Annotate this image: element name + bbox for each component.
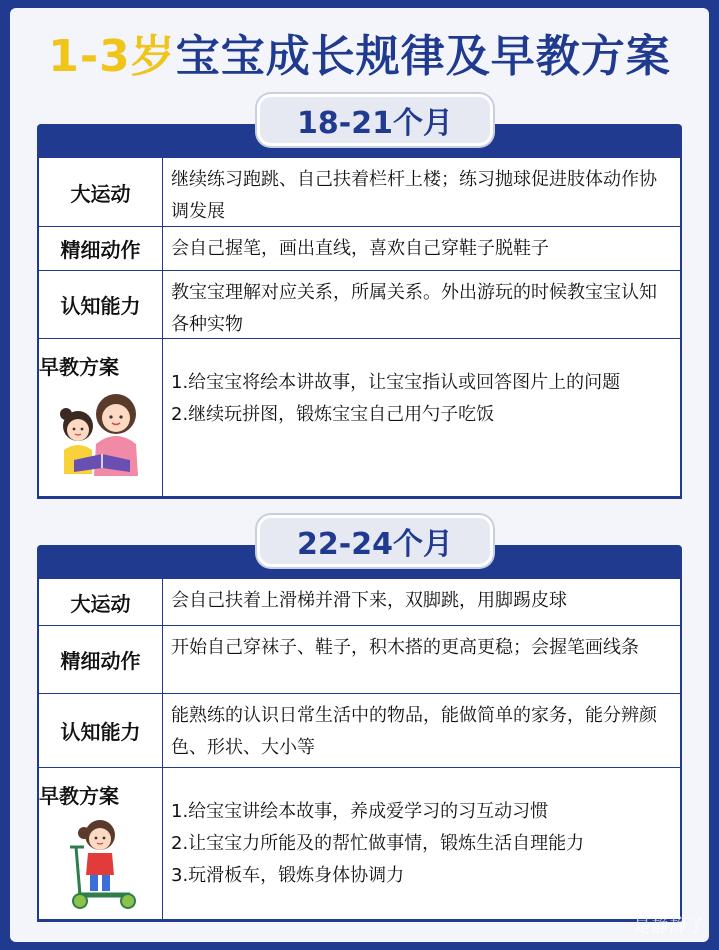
- row-text: 开始自己穿袜子、鞋子，积木搭的更高更稳；会握笔画线条: [171, 637, 639, 658]
- plan-item: 1.给宝宝讲绘本故事，养成爱学习的习互动习惯: [171, 801, 549, 822]
- section-header: [37, 106, 682, 158]
- row-text: 能熟练的认识日常生活中的物品，能做简单的家务，能分辨颜色、形状、大小等: [171, 705, 657, 758]
- plan-item: 2.让宝宝力所能及的帮忙做事情，锻炼生活自理能力: [171, 833, 585, 854]
- plan-item: 1.给宝宝将绘本讲故事，让宝宝指认或回答图片上的问题: [171, 372, 621, 393]
- plan-label: 早教方案: [39, 355, 119, 379]
- watermark: 是静静了: [633, 916, 705, 937]
- row-text: 会自己扶着上滑梯并滑下来，双脚跳，用脚踢皮球: [171, 590, 567, 611]
- section-table: [37, 579, 682, 922]
- row-label: 认知能力: [39, 694, 163, 767]
- table-row: [39, 579, 680, 625]
- section-tab: 18-21个月: [257, 94, 493, 146]
- plan-label: 早教方案: [39, 784, 119, 808]
- row-label-plan: [39, 339, 163, 496]
- row-label: 大运动: [39, 158, 163, 226]
- section-tab: 22-24个月: [257, 515, 493, 567]
- girl-scooter-illustration-icon: [46, 817, 156, 913]
- row-text: 继续练习跑跳、自己扶着栏杆上楼；练习抛球促进肢体动作协调发展: [171, 169, 657, 222]
- title-text: 宝宝成长规律及早教方案: [175, 31, 671, 82]
- plan-item: 2.继续玩拼图，锻炼宝宝自己用勺子吃饭: [171, 404, 495, 425]
- plan-content: [163, 768, 680, 919]
- plan-content: [163, 339, 680, 496]
- row-label: 认知能力: [39, 271, 163, 338]
- row-label: 精细动作: [39, 227, 163, 270]
- plan-item: 3.玩滑板车，锻炼身体协调力: [171, 865, 405, 886]
- table-row: [39, 625, 680, 693]
- table-row: [39, 158, 680, 226]
- row-label-plan: [39, 768, 163, 919]
- table-row: [39, 226, 680, 270]
- section-18-21: [37, 106, 682, 499]
- table-row: [39, 270, 680, 338]
- table-row-plan: [39, 338, 680, 496]
- section-table: [37, 158, 682, 499]
- row-text: 会自己握笔，画出直线，喜欢自己穿鞋子脱鞋子: [171, 238, 549, 259]
- row-label: 精细动作: [39, 626, 163, 693]
- section-22-24: [37, 527, 682, 922]
- mother-child-reading-illustration-icon: [46, 388, 156, 484]
- table-row: [39, 693, 680, 767]
- section-header: [37, 527, 682, 579]
- title-age: 1-3岁: [48, 31, 176, 82]
- table-row-plan: [39, 767, 680, 919]
- row-text: 教宝宝理解对应关系，所属关系。外出游玩的时候教宝宝认知各种实物: [171, 282, 657, 335]
- row-label: 大运动: [39, 579, 163, 625]
- page-title: [0, 20, 719, 84]
